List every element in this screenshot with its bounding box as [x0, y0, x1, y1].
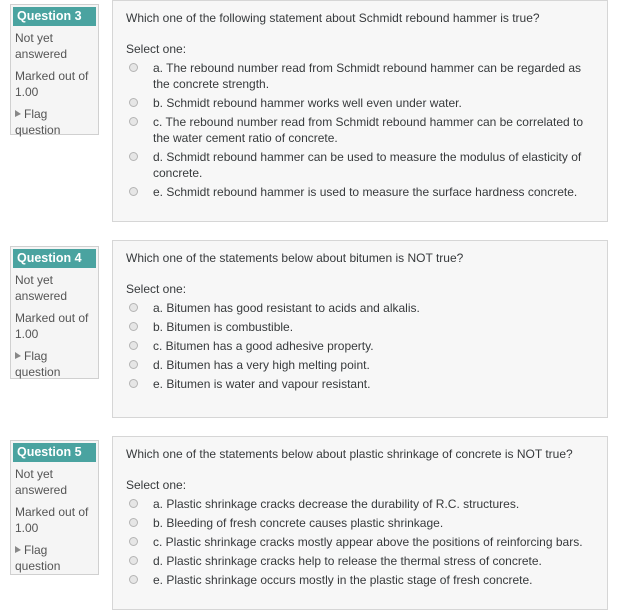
radio-button[interactable]: [129, 499, 138, 508]
answer-option-c[interactable]: c. Bitumen has a good adhesive property.: [113, 338, 607, 354]
flag-question-link[interactable]: [11, 106, 85, 142]
radio-button[interactable]: [129, 341, 138, 350]
flag-label: Flag question: [15, 107, 61, 137]
answer-option-a[interactable]: a. Plastic shrinkage cracks decrease the durability of R.C. structures.: [113, 496, 607, 512]
question-text: Which one of the statements below about plastic shrinkage of concrete is NOT true?: [126, 447, 573, 461]
radio-button[interactable]: [129, 360, 138, 369]
question-content: [112, 436, 608, 610]
question-number: Question 4: [13, 249, 96, 268]
question-grade: Marked out of 1.00: [15, 311, 89, 341]
answer-option-c[interactable]: c. Plastic shrinkage cracks mostly appear above the positions of reinforcing bars.: [113, 534, 607, 550]
answer-options: [113, 496, 607, 588]
flag-icon: [15, 352, 21, 359]
radio-button[interactable]: [129, 63, 138, 72]
question-grade: Marked out of 1.00: [15, 505, 89, 535]
radio-button[interactable]: [129, 556, 138, 565]
flag-icon: [15, 110, 21, 117]
question-grade: Marked out of 1.00: [15, 69, 89, 99]
question-state: Not yet answered: [15, 31, 68, 61]
question-info: [10, 440, 99, 575]
answer-option-e[interactable]: e. Plastic shrinkage occurs mostly in the plastic stage of fresh concrete.: [113, 572, 607, 588]
question-text: Which one of the statements below about bitumen is NOT true?: [126, 251, 464, 265]
answer-option-d[interactable]: d. Bitumen has a very high melting point.: [113, 357, 607, 373]
answer-option-b[interactable]: b. Bitumen is combustible.: [113, 319, 607, 335]
radio-button[interactable]: [129, 322, 138, 331]
answer-option-b[interactable]: b. Schmidt rebound hammer works well even under water.: [113, 95, 607, 111]
radio-button[interactable]: [129, 152, 138, 161]
question-text: Which one of the following statement about Schmidt rebound hammer is true?: [126, 11, 540, 25]
answer-option-b[interactable]: b. Bleeding of fresh concrete causes plastic shrinkage.: [113, 515, 607, 531]
flag-question-link[interactable]: [11, 348, 85, 384]
radio-button[interactable]: [129, 303, 138, 312]
select-one-prompt: Select one:: [126, 42, 187, 56]
select-one-prompt: Select one:: [126, 282, 187, 296]
answer-options: [113, 300, 607, 392]
answer-option-c[interactable]: c. The rebound number read from Schmidt rebound hammer can be correlated to the water cement ratio of concrete.: [113, 114, 607, 146]
radio-button[interactable]: [129, 379, 138, 388]
answer-option-a[interactable]: a. The rebound number read from Schmidt rebound hammer can be regarded as the concrete strength.: [113, 60, 607, 92]
question-info: [10, 246, 99, 379]
answer-option-d[interactable]: d. Schmidt rebound hammer can be used to measure the modulus of elasticity of concrete.: [113, 149, 607, 181]
answer-option-e[interactable]: e. Schmidt rebound hammer is used to measure the surface hardness concrete.: [113, 184, 607, 200]
radio-button[interactable]: [129, 117, 138, 126]
radio-button[interactable]: [129, 537, 138, 546]
flag-question-link[interactable]: [11, 542, 85, 578]
select-one-prompt: Select one:: [126, 478, 187, 492]
flag-label: Flag question: [15, 543, 61, 573]
radio-button[interactable]: [129, 98, 138, 107]
radio-button[interactable]: [129, 518, 138, 527]
radio-button[interactable]: [129, 575, 138, 584]
answer-option-a[interactable]: a. Bitumen has good resistant to acids and alkalis.: [113, 300, 607, 316]
question-content: [112, 0, 608, 222]
answer-option-d[interactable]: d. Plastic shrinkage cracks help to release the thermal stress of concrete.: [113, 553, 607, 569]
flag-icon: [15, 546, 21, 553]
question-info: [10, 4, 99, 135]
question-number: Question 5: [13, 443, 96, 462]
radio-button[interactable]: [129, 187, 138, 196]
question-state: Not yet answered: [15, 467, 68, 497]
answer-options: [113, 60, 607, 200]
question-state: Not yet answered: [15, 273, 68, 303]
answer-option-e[interactable]: e. Bitumen is water and vapour resistant.: [113, 376, 607, 392]
question-content: [112, 240, 608, 418]
flag-label: Flag question: [15, 349, 61, 379]
question-number: Question 3: [13, 7, 96, 26]
